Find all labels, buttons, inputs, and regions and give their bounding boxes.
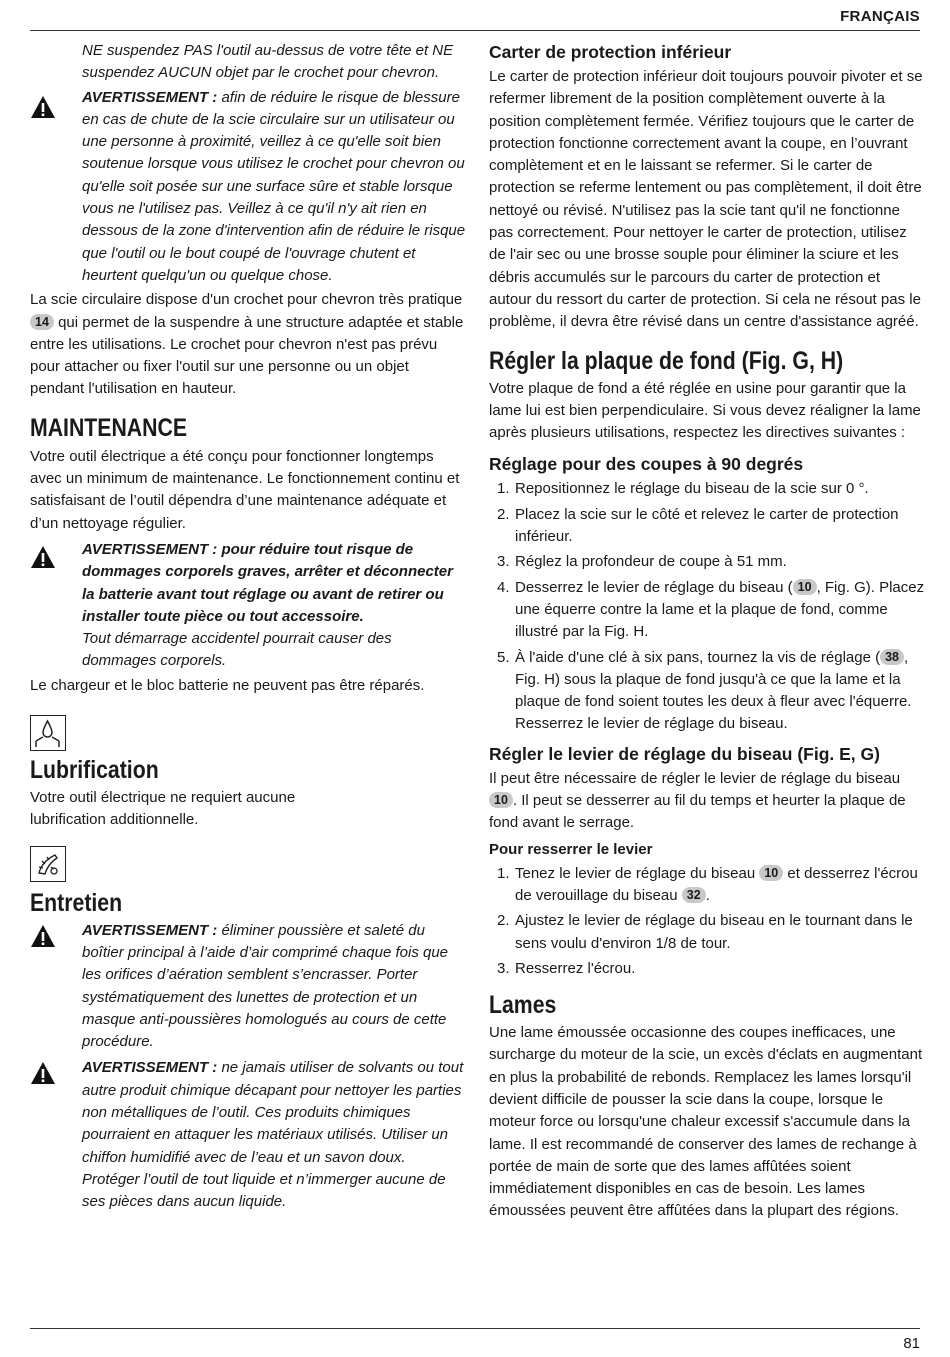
warning-label: AVERTISSEMENT : bbox=[82, 88, 218, 106]
shoe-heading: Régler la plaque de fond (Fig. G, H) bbox=[489, 346, 844, 375]
list-number: 4. bbox=[497, 578, 510, 596]
warning-label: AVERTISSEMENT : bbox=[82, 1059, 218, 1077]
list-text: Réglez la profondeur de coupe à 51 mm. bbox=[515, 553, 787, 571]
warning-triangle-icon bbox=[30, 1061, 56, 1085]
charger-paragraph: Le chargeur et le bloc batterie ne peuvent pas être réparés. bbox=[30, 676, 425, 694]
guard-paragraph: Le carter de protection inférieur doit toujours pouvoir pivoter et se refermer librement de la position complètement ouverte à la position complètement fermée. Vérifiez toujours que le carter de protection fonctionne correctement avant la coupe, en l’ouvrant complètement et en le laissant se refermer. Si le carter de protection se referme lentement ou pas complètement, il doit être nettoyé ou révisé. N'utilisez pas la scie tant qu'il ne fonctionne pas correctement. Pour nettoyer le carter de protection, utilisez de l'air sec ou une brosse souple pour éliminer la sciure et les débris accumulés sur le parcours du carter de protection et autour du ressort du carter de protection. Si cela ne résout pas le problème, il devra être révisé dans un centre d'assistance agréé. bbox=[489, 68, 923, 331]
list-number: 1. bbox=[497, 480, 510, 498]
list-text: Ajustez le levier de réglage du biseau en le tournant dans le sens voulu d'environ 1/8 de tour. bbox=[515, 912, 913, 952]
warning-bold-text: AVERTISSEMENT : pour réduire tout risque de dommages corporels graves, arrêter et déconnecter la batterie avant tout réglage ou avant de retirer ou installer toute pièce ou tout accessoire. bbox=[82, 540, 453, 625]
warning-hook bbox=[30, 87, 466, 288]
ref-badge: 10 bbox=[759, 865, 783, 881]
lubrication-icon bbox=[30, 715, 66, 751]
ref-badge: 38 bbox=[880, 649, 904, 665]
bevel-text-b: . Il peut se desserrer au fil du temps et heurter la plaque de fond avant le serrage. bbox=[489, 792, 906, 832]
ref-badge: 10 bbox=[793, 579, 817, 595]
maintenance-heading: MAINTENANCE bbox=[30, 413, 188, 442]
list-number: 3. bbox=[497, 959, 510, 977]
lubrification-heading: Lubrification bbox=[30, 756, 159, 785]
ninety-heading: Réglage pour des coupes à 90 degrés bbox=[489, 454, 804, 475]
list-item bbox=[489, 958, 925, 980]
ref-badge: 10 bbox=[489, 792, 513, 808]
warning-maintenance bbox=[30, 539, 466, 673]
page-number: 81 bbox=[903, 1335, 920, 1352]
hook-caution: NE suspendez PAS l'outil au-dessus de votre tête et NE suspendez AUCUN objet par le crochet pour chevron. bbox=[82, 42, 454, 82]
list-text: Repositionnez le réglage du biseau de la scie sur 0 °. bbox=[515, 480, 869, 498]
blades-paragraph: Une lame émoussée occasionne des coupes inefficaces, une surcharge du moteur de la scie, un excès d'éclats en augmentant en plus la probabilité de rebonds. Remplacez les lames lorsqu'il devient difficile de pousser la scie dans la coupe, lorsque le moteur force ou lorsqu'une chaleur excessif s'accumule dans la lame. Il est recommandé de conserver des lames de rechange à portée de main de sorte que des lames affûtées soient immédiatement disponibles en cas de besoin. Les lames émoussées peuvent être affûtées dans la plupart des régions. bbox=[489, 1024, 923, 1220]
warning-triangle-icon bbox=[30, 95, 56, 119]
ninety-steps-list bbox=[489, 478, 925, 735]
maintenance-paragraph: Votre outil électrique a été conçu pour fonctionner longtemps avec un minimum de maintenance. Le fonctionnement continu et satisfaisant de l’outil dépendra d’une maintenance adéquate et d’un nettoyage régulier. bbox=[30, 447, 460, 532]
header-rule bbox=[30, 30, 920, 31]
list-item bbox=[489, 863, 925, 908]
list-text: Tenez le levier de réglage du biseau bbox=[515, 864, 760, 882]
tighten-heading: Pour resserrer le levier bbox=[489, 840, 653, 858]
entretien-heading: Entretien bbox=[30, 888, 123, 917]
language-label: FRANÇAIS bbox=[840, 8, 920, 25]
warning-label: AVERTISSEMENT : bbox=[82, 921, 218, 939]
left-column bbox=[30, 40, 466, 1213]
list-number: 1. bbox=[497, 864, 510, 882]
shoe-paragraph: Votre plaque de fond a été réglée en usine pour garantir que la lame lui est bien perpendiculaire. Si vous devez réaligner la lame après plusieurs utilisations, respectez les directives suivantes : bbox=[489, 379, 921, 442]
hook-text-b: qui permet de la suspendre à une structure adaptée et stable entre les utilisations. Le crochet pour chevron n'est pas prévu pour attacher ou fixer l'outil sur une personne ou un objet pendant l'utilisation en hauteur. bbox=[30, 313, 464, 398]
list-text: . bbox=[705, 886, 710, 904]
hook-paragraph bbox=[30, 289, 466, 400]
guard-heading: Carter de protection inférieur bbox=[489, 42, 732, 62]
list-number: 2. bbox=[497, 912, 510, 930]
cleaning-icon bbox=[30, 846, 66, 882]
list-text: Desserrez le levier de réglage du biseau ( bbox=[515, 578, 793, 596]
ref-badge: 32 bbox=[682, 887, 706, 903]
list-item bbox=[489, 647, 925, 736]
bevel-paragraph bbox=[489, 768, 925, 835]
bevel-text-a: Il peut être nécessaire de régler le levier de réglage du biseau bbox=[489, 769, 901, 787]
list-text: Placez la scie sur le côté et relevez le carter de protection inférieur. bbox=[515, 505, 899, 546]
hook-text-a: La scie circulaire dispose d'un crochet pour chevron très pratique bbox=[30, 291, 463, 309]
blades-heading: Lames bbox=[489, 991, 557, 1020]
list-item bbox=[489, 577, 925, 644]
warning-triangle-icon bbox=[30, 924, 56, 948]
bevel-heading: Régler le levier de réglage du biseau (Fig. E, G) bbox=[489, 743, 880, 764]
list-text: , Fig. G). Placez une équerre contre la lame et la plaque de fond, comme illustré par la Fig. H. bbox=[515, 578, 925, 641]
list-text: , Fig. H) sous la plaque de fond jusqu'à ce que la lame et la plaque de fond soient toutes les deux à fleur avec l'équerre. Resserrez le levier de réglage du biseau. bbox=[515, 648, 912, 733]
list-item bbox=[489, 478, 925, 500]
warning-triangle-icon bbox=[30, 545, 56, 569]
warning-text: afin de réduire le risque de blessure en cas de chute de la scie circulaire sur un utilisateur ou une personne à proximité, veillez à ce qu'elle soit bien soutenue lorsque vous utilisez le crochet pour chevron ou qu'elle soit posée sur une surface sûre et stable lorsque vous ne l'utilisez pas. Veillez à ce qu'il n'y ait rien en dessous de la zone d'intervention afin de réduire le risque que l'outil ou le bout coupé de l'ouvrage chutent et heurtent quelqu'un ou quelque chose. bbox=[82, 88, 466, 284]
list-text: et desserrez l'écrou de verouillage du biseau bbox=[515, 864, 918, 904]
list-number: 5. bbox=[497, 648, 510, 666]
list-text: Resserrez l'écrou. bbox=[515, 959, 636, 977]
right-column bbox=[489, 40, 925, 1223]
tighten-steps-list bbox=[489, 863, 925, 980]
warning-cleaning-air bbox=[30, 920, 466, 1054]
warning-text: éliminer poussière et saleté du boîtier principal à l’aide d’air comprimé chaque fois que les orifices d’aération semblent s’encrasser. Porter systématiquement des lunettes de protection et un masque anti-poussières homologués au cours de cette procédure. bbox=[82, 921, 449, 1051]
list-item bbox=[489, 504, 925, 549]
list-item bbox=[489, 910, 925, 955]
lubrification-paragraph: Votre outil électrique ne requiert aucune lubrification additionnelle. bbox=[30, 789, 296, 829]
warning-cleaning-solvents bbox=[30, 1057, 466, 1213]
ref-badge: 14 bbox=[30, 314, 54, 330]
list-number: 3. bbox=[497, 553, 510, 571]
list-text: À l'aide d'une clé à six pans, tournez la vis de réglage ( bbox=[515, 648, 881, 666]
list-number: 2. bbox=[497, 505, 510, 523]
list-item bbox=[489, 551, 925, 573]
warning-text: Tout démarrage accidentel pourrait causer des dommages corporels. bbox=[82, 630, 392, 670]
warning-text: ne jamais utiliser de solvants ou tout autre produit chimique décapant pour nettoyer les parties non métalliques de l’outil. Ces produits chimiques pourraient en attaquer les matériaux utilisés. Utiliser un chiffon humidifié avec de l’eau et un savon doux. Protéger l’outil de tout liquide et n’immerger aucune de ses pièces dans aucun liquide. bbox=[82, 1059, 464, 1211]
footer-rule bbox=[30, 1328, 920, 1329]
